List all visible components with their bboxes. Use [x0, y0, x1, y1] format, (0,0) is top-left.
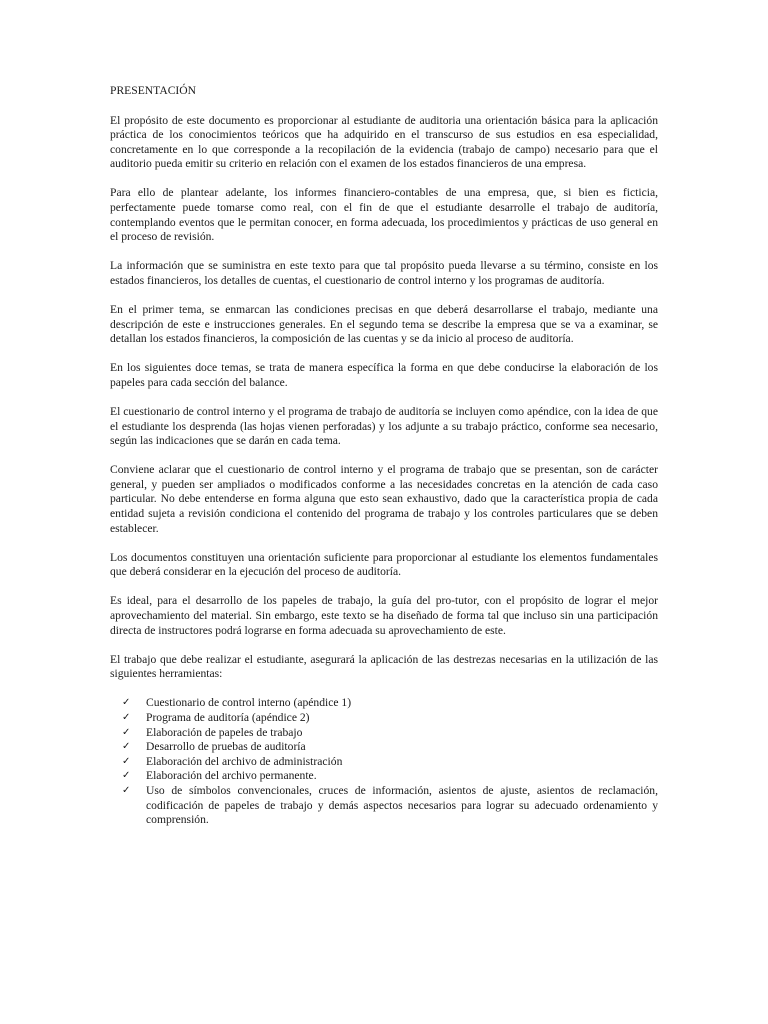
- checklist-item-text: Cuestionario de control interno (apéndice 1): [146, 696, 352, 710]
- checklist-item-text: Elaboración del archivo permanente.: [146, 769, 317, 783]
- checkmark-icon: ✓: [122, 712, 131, 723]
- checklist-item-text: Elaboración de papeles de trabajo: [146, 725, 303, 739]
- checklist-item: [110, 784, 658, 828]
- checklist-item: [110, 755, 658, 770]
- checklist-item: [110, 769, 658, 784]
- paragraph-5: En los siguientes doce temas, se trata de manera específica la forma en que debe conducirse la elaboración de los papeles para cada sección del balance.: [110, 361, 658, 389]
- checklist-item-text: Uso de símbolos convencionales, cruces de información, asientos de ajuste, asientos de reclamación, codificación de papeles de trabajo y demás aspectos necesarios para lograr su adecuado ordenamiento y comprensión.: [146, 783, 658, 827]
- paragraph-2: Para ello de plantear adelante, los informes financiero-contables de una empresa, que, si bien es ficticia, perfectamente puede tomarse como real, con el fin de que el estudiante desarrolle el trabajo de auditoría, contemplando eventos que le permitan conocer, en forma adecuada, los procedimientos y prácticas de uso general en el proceso de revisión.: [110, 186, 658, 244]
- checkmark-icon: ✓: [122, 726, 131, 738]
- document-page: [110, 84, 658, 828]
- checklist-item-text: Desarrollo de pruebas de auditoría: [146, 740, 306, 754]
- checklist-item-text: Elaboración del archivo de administración: [146, 754, 343, 768]
- paragraph-9: Es ideal, para el desarrollo de los papeles de trabajo, la guía del pro-tutor, con el propósito de lograr el mejor aprovechamiento del material. Sin embargo, este texto se ha diseñado de forma tal que incluso sin una participación directa de instructores podrá lograrse en forma adecuada su aprovechamiento de este.: [110, 594, 658, 637]
- paragraph-3: La información que se suministra en este texto para que tal propósito pueda llevarse a su término, consiste en los estados financieros, los detalles de cuentas, el cuestionario de control interno y los programas de auditoría.: [110, 259, 658, 287]
- checklist-item: [110, 740, 658, 755]
- paragraph-10: El trabajo que debe realizar el estudiante, asegurará la aplicación de las destrezas necesarias en la utilización de las siguientes herramientas:: [110, 652, 658, 681]
- checklist-item: [110, 711, 658, 726]
- checklist-item: [110, 726, 658, 741]
- document-title: PRESENTACIÓN: [110, 84, 197, 97]
- checkmark-icon: ✓: [122, 741, 131, 753]
- checkmark-icon: ✓: [122, 697, 131, 709]
- paragraph-4: En el primer tema, se enmarcan las condiciones precisas en que deberá desarrollarse el trabajo, mediante una descripción de este e instrucciones generales. En el segundo tema se describe la empresa que se va a examinar, se detallan los estados financieros, la composición de las cuentas y se da inicio al proceso de auditoría.: [110, 303, 658, 346]
- paragraph-1: El propósito de este documento es proporcionar al estudiante de auditoria una orientación básica para la aplicación práctica de los conocimientos teóricos que ha adquirido en el transcurso de sus estudios en esa especialidad, concretamente en lo que corresponde a la recopilación de la evidencia (trabajo de campo) necesario para que el auditorio pueda emitir su criterio en relación con el examen de los estados financieros de una empresa.: [110, 113, 658, 171]
- tools-checklist: [110, 696, 658, 827]
- paragraph-8: Los documentos constituyen una orientación suficiente para proporcionar al estudiante los elementos fundamentales que deberá considerar en la ejecución del proceso de auditoría.: [110, 550, 658, 579]
- paragraph-7: Conviene aclarar que el cuestionario de control interno y el programa de trabajo que se presentan, son de carácter general, y pueden ser ampliados o modificados conforme a las necesidades concretas en la atención de cada caso particular. No debe entenderse en forma alguna que esto sean exhaustivo, dado que la característica propia de cada entidad sujeta a revisión condiciona el contenido del programa de trabajo y los controles particulares que se deben establecer.: [110, 463, 658, 535]
- checklist-item: [110, 696, 658, 711]
- checklist-item-text: Programa de auditoría (apéndice 2): [146, 711, 310, 724]
- checkmark-icon: ✓: [122, 770, 131, 782]
- checkmark-icon: ✓: [122, 784, 131, 796]
- checkmark-icon: ✓: [122, 755, 131, 767]
- paragraph-6: El cuestionario de control interno y el programa de trabajo de auditoría se incluyen como apéndice, con la idea de que el estudiante los desprenda (las hojas vienen perforadas) y los adjunte a su trabajo práctico, conforme sea necesario, según las indicaciones que se darán en cada tema.: [110, 405, 658, 448]
